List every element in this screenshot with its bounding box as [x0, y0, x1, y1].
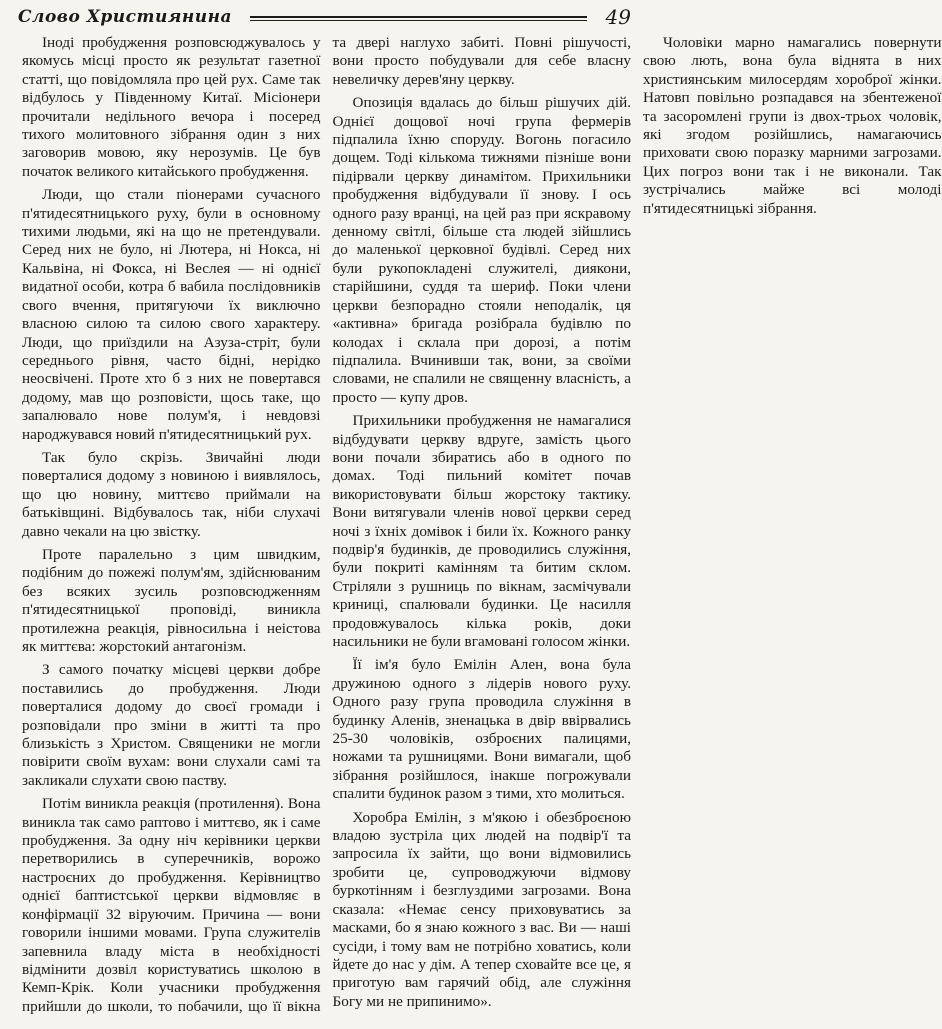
paragraph: Чоловіки марно намагались повернути свою лють, вона була віднята в них християнським милосердям хороброї жінки. Натовп повільно розпадався на збентеженої та засоромлені групи із двох-трьох чоловік, які згодом розійшлись, намагаючись приховати свою поразку марними загрозами. Цих погроз вони так і не виконали. Так зустрічались майже всі молоді п'ятидесятницькі зібрання.	[643, 34, 942, 217]
paragraph: Опозиція вдалась до більш рішучих дій. Однієї дощової ночі група фермерів підпалила їхню споруду. Вогонь погасило дощем. Тоді кількома тижнями пізніше вони підірвали церкву динамітом. Прихильники пробудження відбудували її знову. І ось одного разу вранці, на цей раз при яскравому денному світлі, більше ста людей зійшлись до маленької церковної будівлі. Серед них були рукопокладені служителі, диякони, старійшини, суддя та шериф. Поки члени церкви безпорадно стояли неподалік, ця «активна» бригада розібрала будівлю по колодах і склала при дорозі, а потім підпалила. Вчинивши так, вони, за своїми словами, не спалили не священну власність, а просто — купу дров.	[332, 94, 631, 406]
paragraph: Проте паралельно з цим швидким, подібним до пожежі полум'ям, здійснюваним без всяких зусиль розповсюдженням п'ятидесятницької проповіді, виникла протилежна реакція, рівносильна і неістова як миттєва: жорстокий антагонізм.	[22, 545, 321, 655]
journal-title: Слово Християнина	[18, 7, 233, 27]
paragraph: З самого початку місцеві церкви добре поставились до пробудження. Люди поверталися додому до своєї громади і розповідали про зміни в житті та про близькість з Христом. Священики не могли повірити своїм вухам: вони слухали самі та закликали слухати свою паству.	[22, 661, 321, 789]
paragraph: Люди, що стали піонерами сучасного п'ятидесятницького руху, були в основному тихими людьми, які на що не претендували. Серед них не було, ні Лютера, ні Нокса, ні Кальвіна, ні Фокса, ні Веслея — ні однієї видатної особи, котра б вабила послідовників свого вчення, притягуючи їх виключно власною силою та силою свого характеру. Люди, що приїздили на Азуза-стріт, були середнього рівня, часто бідні, нерідко неосвічені. Проте хто б з них не повертався додому, мав що розповісти, щось таке, що запалювало нове полум'я, і невдовзі народжувався новий п'ятидесятницький рух.	[22, 186, 321, 443]
paragraph: Хоробра Емілін, з м'якою і обезброєною владою зустріла цих людей на подвір'ї та запросила їх зайти, що вони відмовились зробити це, супроводжуючи відмову буркотінням і безглуздими загрозами. Вона сказала: «Немає сенсу приховуватись за масками, бо я знаю кожного з вас. Ви — наші сусіди, і тому вам не потрібно ховатись, коли йдете до нас у дім. А тепер сховайте все це, я приготую вам гарячий обід, але служіння Богу ми не припинимо».	[332, 808, 631, 1010]
article-body	[22, 34, 942, 1021]
paragraph: Потім виникла реакція (протилення). Вона виникла так само раптово і миттєво, як і саме пробудження. За одну ніч керівники церкви перетворились в суперечників, ворожо настроєних до пробудження. Керівництво однієї баптистської церкви відмовляє в конфірмації 32 віруючим. Причина — вони говорили іншими мовами. Група служителів запевнила владу міста в необхідності відмінити дозвіл користуватись школою в Кемп-Крік. Коли учасники пробудження прийшли до школи, то побачили, що її вікна та двері наглухо забиті. Повні рішучості, вони просто побудували для себе власну невеличку дерев'яну церкву.	[22, 34, 631, 1015]
paragraph: Її ім'я було Емілін Ален, вона була дружиною одного з лідерів нового руху. Одного разу група проводила служіння в будинку Аленів, зненацька в двір ввірвались 25-30 чоловіків, озброєних палицями, ножами та рушницями. Вони вимагали, щоб зібрання розійшлося, інакше погрожували спалити будинок разом з тими, хто молиться.	[332, 656, 631, 803]
page-header	[18, 6, 631, 30]
paragraph: Прихильники пробудження не намагалися відбудувати церкву вдруге, замість цього вони почали збиратись або в одного по домах. Тоді пильний комітет почав використовувати більш жорстоку тактику. Вони витягували членів нової церкви серед ночі з їхніх домівок і били їх. Кожного ранку подвір'я будинків, де проводились служіння, були покриті камінням та битим склом. Стріляли з рушниць по вікнам, засмічували криниці, спалювали будинки. Це насилля продовжувалось кілька років, доки насильники не були вгамовані голосом жінки.	[332, 412, 631, 650]
page-number: 49	[605, 5, 631, 29]
header-rule	[250, 16, 587, 21]
paragraph: Так було скрізь. Звичайні люди поверталися додому з новиною і виявлялось, що цю новину, миттєво приймали на батьківщині. Відбувалось так, ніби слухачі давно чекали на цю звістку.	[22, 448, 321, 540]
paragraph: Іноді пробудження розповсюджувалось у якомусь місці просто як результат газетної статті, що повідомляла про цей рух. Саме так відбулось у Південному Китаї. Місіонери прочитали недільного вечора і посеред тихого молитовного зібрання один з них заговорив мовою, яку нерозумів. Це був початок великого китайського пробудження.	[22, 34, 321, 180]
